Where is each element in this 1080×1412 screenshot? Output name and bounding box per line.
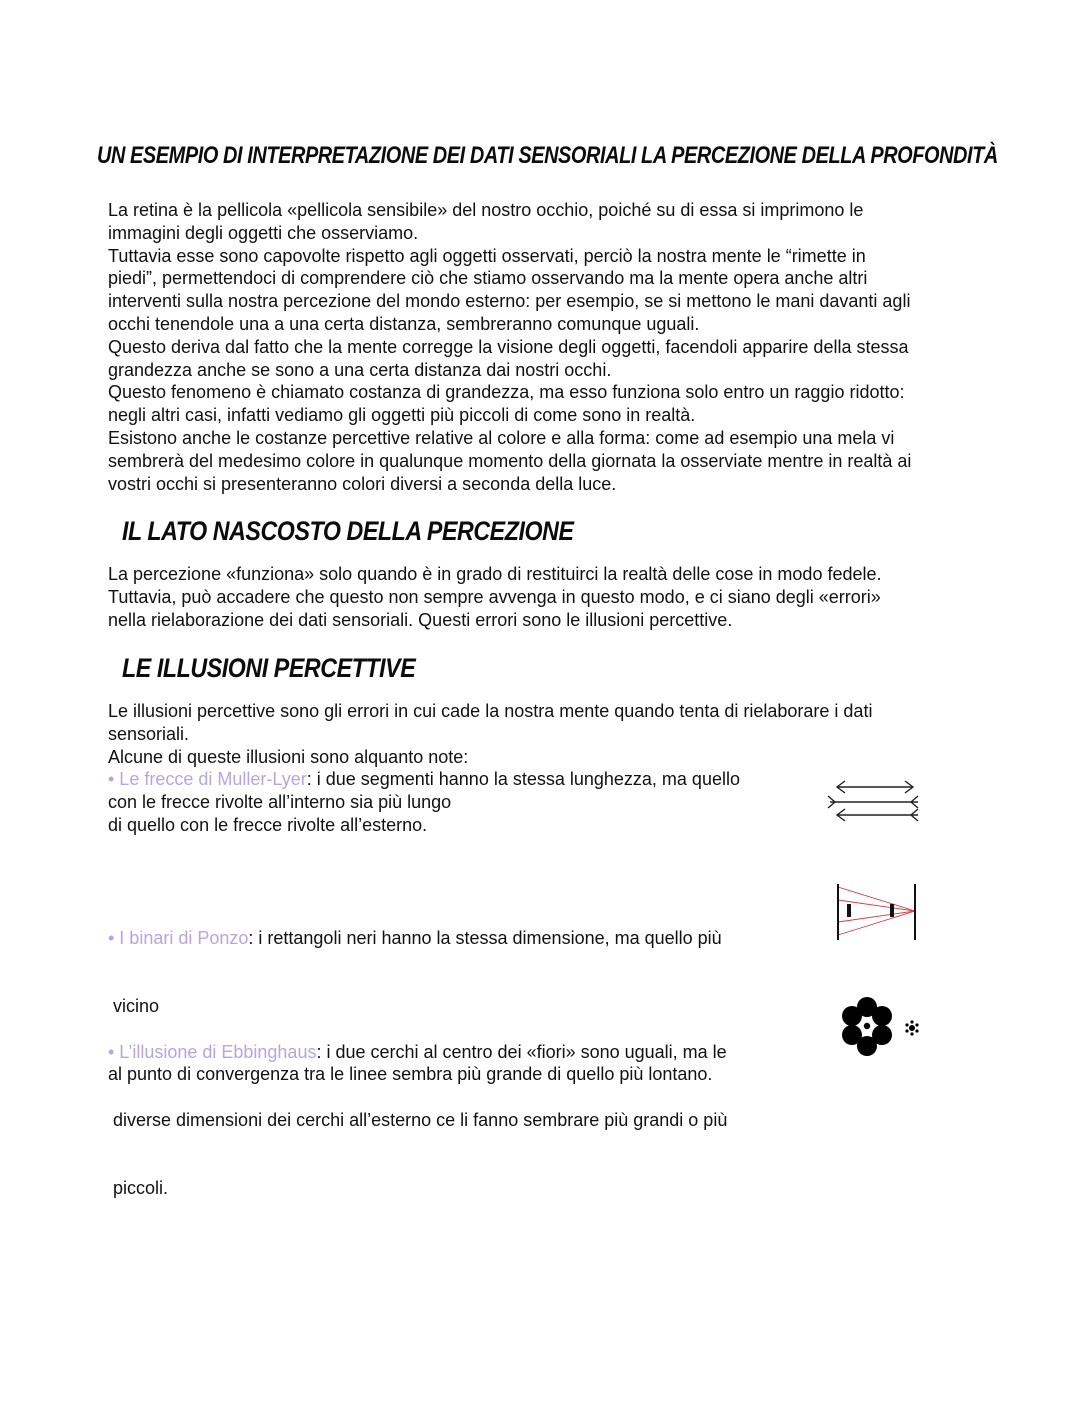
text-line: interventi sulla nostra percezione del mondo esterno: per esempio, se si mettono le mani davanti agli — [108, 291, 911, 312]
text-line: grandezza anche se sono a una certa distanza dai nostri occhi. — [108, 359, 612, 380]
text-line: nella rielaborazione dei dati sensoriali. Questi errori sono le illusioni percettive. — [108, 609, 733, 630]
illusion-desc: : i due segmenti hanno la stessa lunghezza, ma quello — [306, 769, 740, 789]
illusion-desc: : i due cerchi al centro dei «fiori» sono uguali, ma le — [316, 1041, 727, 1062]
text-line — [108, 927, 722, 950]
text-line: Alcune di queste illusioni sono alquanto note: — [108, 746, 469, 767]
section-heading-illusioni: LE ILLUSIONI PERCETTIVE — [122, 653, 416, 683]
text-line: La percezione «funziona» solo quando è in grado di restituirci la realtà delle cose in modo fedele. — [108, 564, 882, 584]
text-line: Le illusioni percettive sono gli errori in cui cade la nostra mente quando tenta di rielaborare i dati — [108, 701, 873, 721]
ponzo-figure — [835, 882, 920, 944]
text-line: immagini degli oggetti che osserviamo. — [108, 222, 419, 243]
section2-paragraph — [108, 563, 882, 631]
section3-paragraph — [108, 700, 872, 768]
text-line: di quello con le frecce rivolte all’esterno. — [108, 814, 428, 835]
text-line: al punto di convergenza tra le linee sembra più grande di quello più lontano. — [108, 1064, 713, 1085]
text-line: vostri occhi si presenteranno colori diversi a seconda della luce. — [108, 473, 617, 494]
muller-lyer-figure — [825, 777, 925, 825]
text-line: occhi tenendole una a una certa distanza, sembreranno comunque uguali. — [108, 313, 700, 334]
illusion-ebbinghaus — [108, 995, 727, 1223]
section1-paragraph — [108, 199, 911, 495]
illusion-desc: : i rettangoli neri hanno la stessa dimensione, ma quello più — [248, 927, 722, 948]
illusion-name: • L’illusione di Ebbinghaus — [108, 1041, 317, 1062]
text-line: piccoli. — [108, 1178, 169, 1199]
text-line: piedi”, permettendoci di comprendere ciò che stiamo osservando ma la mente opera anche altri — [108, 268, 868, 289]
page-title: UN ESEMPIO DI INTERPRETAZIONE DEI DATI SENSORIALI LA PERCEZIONE DELLA PROFONDITÀ — [97, 142, 998, 169]
text-line: La retina è la pellicola «pellicola sensibile» del nostro occhio, poiché su di essa si imprimono le — [108, 200, 864, 220]
text-line: diverse dimensioni dei cerchi all’esterno ce li fanno sembrare più grandi o più — [108, 1109, 728, 1130]
text-line: Questo fenomeno è chiamato costanza di grandezza, ma esso funziona solo entro un raggio ridotto: — [108, 382, 905, 403]
text-line: sensoriali. — [108, 723, 190, 744]
ebbinghaus-figure — [835, 995, 920, 1065]
text-line: vicino — [108, 995, 160, 1016]
text-line: Tuttavia, può accadere che questo non sempre avvenga in questo modo, e ci siano degli «errori» — [108, 586, 881, 607]
text-line: negli altri casi, infatti vediamo gli oggetti più piccoli di come sono in realtà. — [108, 405, 696, 426]
section-heading-lato-nascosto: IL LATO NASCOSTO DELLA PERCEZIONE — [122, 516, 574, 546]
illusion-name: • I binari di Ponzo — [108, 927, 249, 948]
text-line: Questo deriva dal fatto che la mente corregge la visione degli oggetti, facendoli apparire della stessa — [108, 336, 909, 357]
illusion-name: • Le frecce di Muller-Lyer — [108, 769, 307, 789]
text-line: con le frecce rivolte all’interno sia più lungo — [108, 791, 452, 812]
text-line: sembrerà del medesimo colore in qualunque momento della giornata la osserviate mentre in realtà ai — [108, 450, 912, 471]
text-line: Tuttavia esse sono capovolte rispetto agli oggetti osservati, perciò la nostra mente le “rimette in — [108, 245, 866, 266]
text-line: Esistono anche le costanze percettive relative al colore e alla forma: come ad esempio una mela vi — [108, 427, 895, 448]
text-line — [108, 1041, 727, 1064]
illusion-muller-lyer — [108, 768, 740, 836]
text-line — [108, 768, 740, 791]
